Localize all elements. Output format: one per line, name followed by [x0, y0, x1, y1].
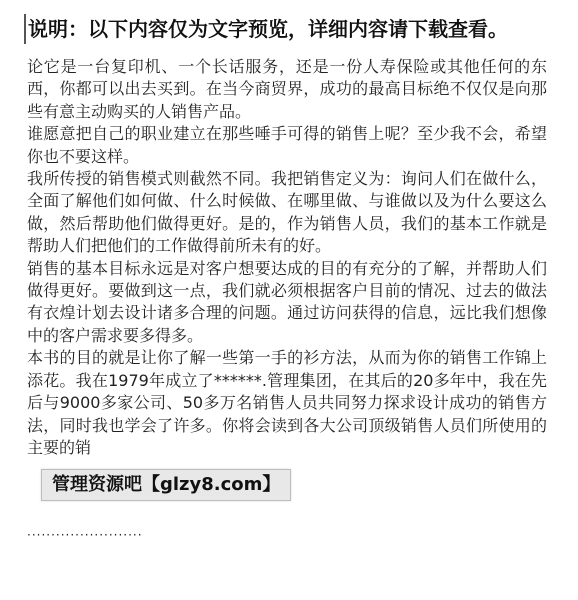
watermark-label: 管理资源吧【glzy8.com】 — [41, 469, 291, 501]
paragraph: 本书的目的就是让你了解一些第一手的衫方法，从而为你的销售工作锦上添花。我在1979年成立了******.管理集团，在其后的20多年中，我在先后与9000多家公司、50多万名销售人员共同努力探求设计成功的销售方法，同时我也学会了许多。你将会读到各大公司顶级销售人员们所使用的主要的销 — [27, 348, 547, 457]
paragraph: 论它是一台复印机、一个长话服务，还是一份人寿保险或其他任何的东西，你都可以出去买到。在当今商贸界，成功的最高目标绝不仅仅是向那些有意主动购买的人销售产品。 — [27, 57, 547, 121]
paragraph: 我所传授的销售模式则截然不同。我把销售定义为：询问人们在做什么，全面了解他们如何做、什么时候做、在哪里做、与谁做以及为什么要这么做，然后帮助他们做得更好。是的，作为销售人员，我们的基本工作就是帮助人们把他们的工作做得前所未有的好。 — [27, 169, 547, 256]
document-body — [27, 56, 547, 459]
truncation-dots: ························ — [27, 528, 143, 542]
preview-notice: 说明：以下内容仅为文字预览，详细内容请下载查看。 — [24, 14, 568, 44]
paragraph: 销售的基本目标永远是对客户想要达成的目的有充分的了解，并帮助人们做得更好。要做到这一点，我们就必须根据客户目前的情况、过去的做法有衣煌计划去设计诸多合理的问题。通过访问获得的信息，远比我们想像中的客户需求要多得多。 — [27, 258, 547, 345]
paragraph: 谁愿意把自己的职业建立在那些唾手可得的销售上呢？至少我不会，希望你也不要这样。 — [27, 124, 547, 166]
